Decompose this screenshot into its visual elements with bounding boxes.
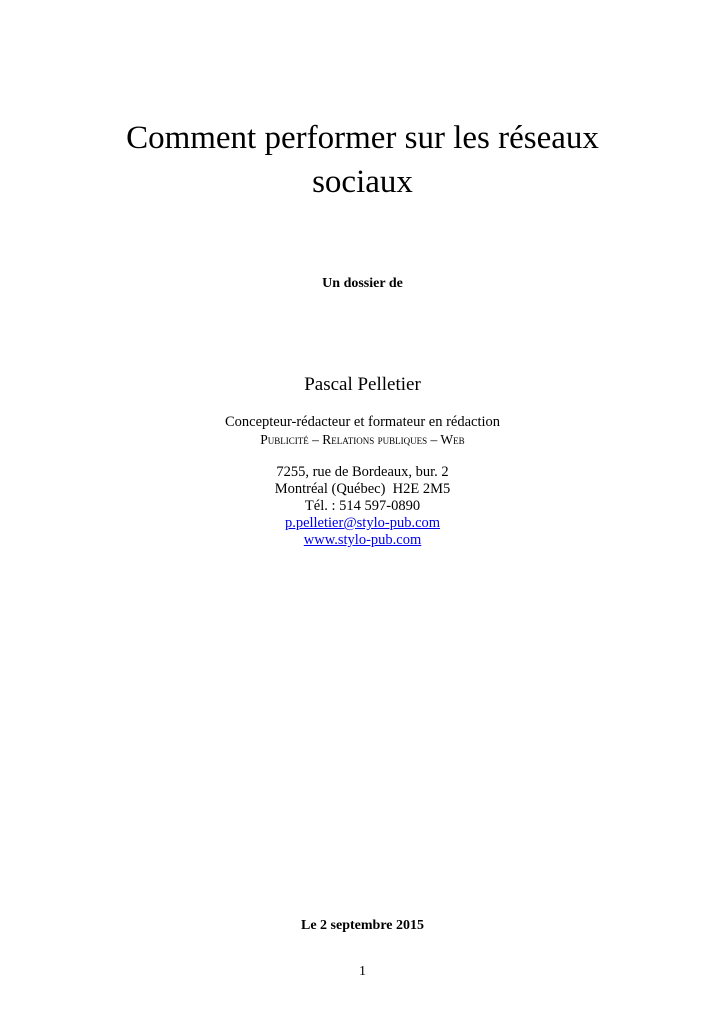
title-line-1: Comment performer sur les réseaux	[126, 120, 599, 156]
email-link[interactable]: p.pelletier@stylo-pub.com	[284, 515, 441, 531]
address-line-2: Montréal (Québec) H2E 2M5	[274, 481, 451, 497]
address-line-1: 7255, rue de Bordeaux, bur. 2	[276, 464, 449, 480]
contact-block	[0, 464, 725, 549]
author-role-block	[0, 414, 725, 448]
document-date: Le 2 septembre 2015	[301, 918, 424, 933]
document-title	[0, 116, 725, 204]
subtitle: Un dossier de	[322, 276, 403, 291]
phone-number: Tél. : 514 597-0890	[304, 498, 421, 514]
website-link[interactable]: www.stylo-pub.com	[303, 532, 422, 548]
author-role: Concepteur-rédacteur et formateur en rédaction	[224, 414, 501, 430]
page-number: 1	[359, 964, 366, 979]
author-name: Pascal Pelletier	[304, 374, 421, 395]
title-line-2: sociaux	[312, 164, 413, 200]
author-specialties: Publicité – Relations publiques – Web	[260, 432, 465, 447]
